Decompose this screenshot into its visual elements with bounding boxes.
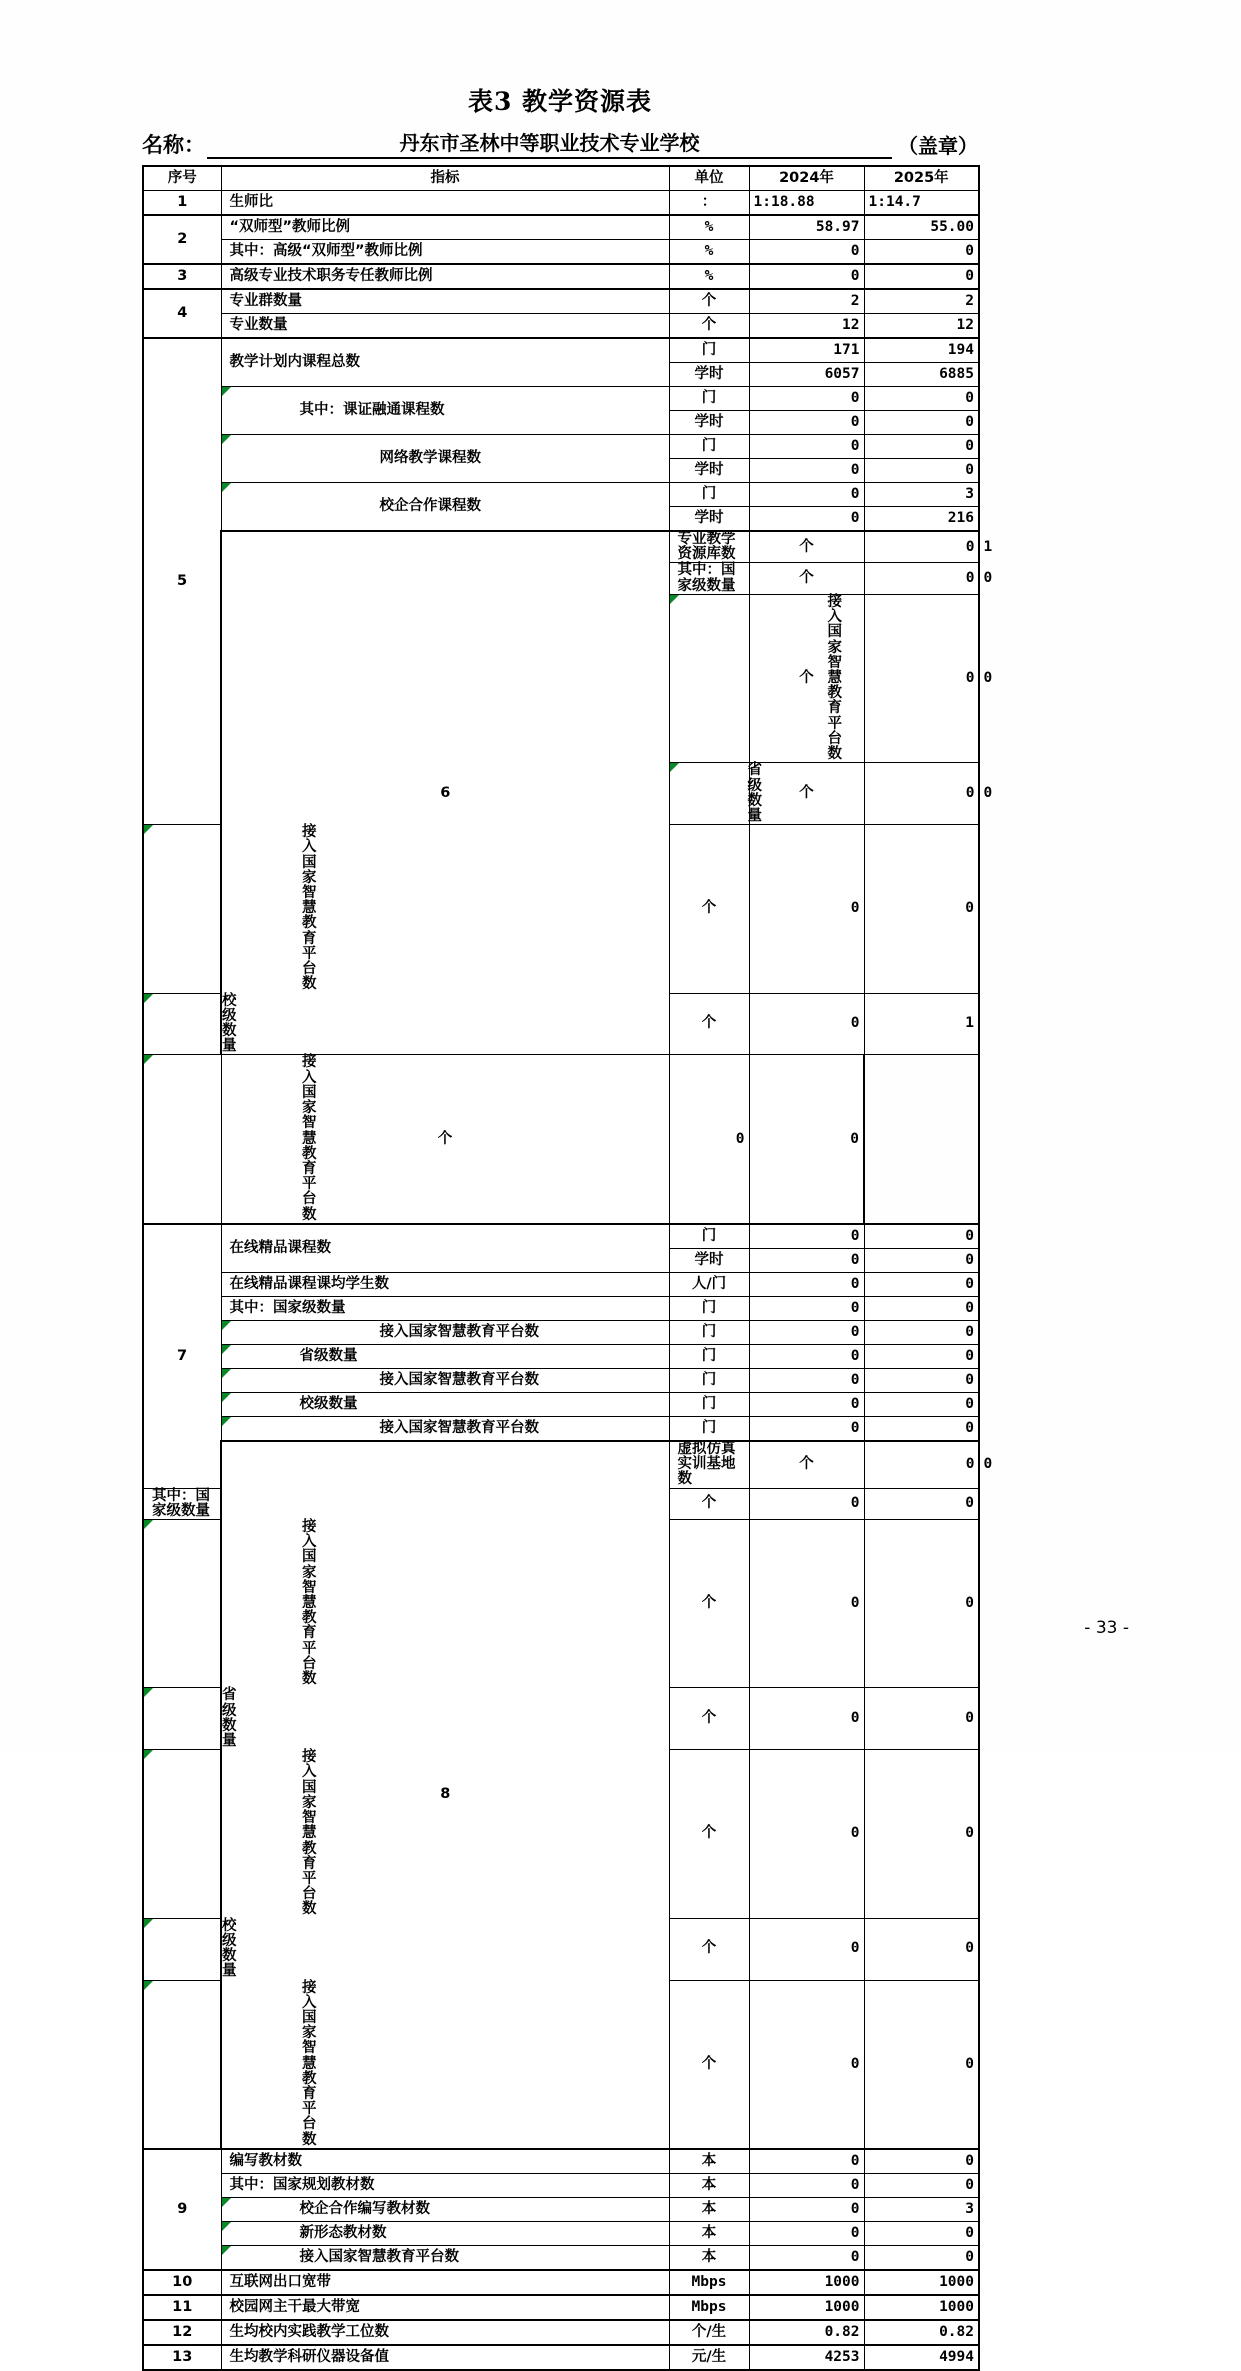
value-2024: 0 (749, 435, 864, 459)
unit-cell: 个 (669, 1918, 749, 1980)
value-2025: 194 (864, 338, 979, 363)
value-2025: 0 (864, 264, 979, 289)
value-2025: 0 (864, 1688, 979, 1750)
indicator-label: 其中：高级“双师型”教师比例 (221, 240, 669, 265)
value-2025: 0 (864, 1224, 979, 1249)
value-2024: 2 (749, 289, 864, 314)
value-2025: 3 (864, 483, 979, 507)
value-2024: 0 (749, 2173, 864, 2197)
value-2025: 0 (864, 1416, 979, 1441)
value-2024: 0 (749, 1296, 864, 1320)
value-2024: 0 (749, 993, 864, 1055)
unit-cell: 门 (669, 1344, 749, 1368)
indicator-label: 生均校内实践教学工位数 (221, 2320, 669, 2345)
value-2024: 0 (749, 1368, 864, 1392)
row-number: 5 (143, 338, 221, 825)
school-name-value: 丹东市圣林中等职业技术专业学校 (207, 127, 892, 159)
indicator-label: 其中：国家级数量 (669, 563, 749, 594)
table-row: 6 专业教学资源库数 个 0 1 (143, 531, 979, 563)
table-row (143, 1296, 979, 1320)
indicator-label: 省级数量 (221, 1344, 669, 1368)
value-2024: 0 (749, 1248, 864, 1272)
value-2025: 0 (864, 1248, 979, 1272)
indicator-label: 虚拟仿真实训基地数 (669, 1441, 749, 1488)
unit-cell: ： (669, 191, 749, 216)
value-2024: 0.82 (749, 2320, 864, 2345)
unit-cell: % (669, 240, 749, 265)
unit-cell: 个 (221, 1055, 669, 1224)
indicator-label: 生均教学科研仪器设备值 (221, 2345, 669, 2370)
indicator-label: 接入国家智慧教育平台数 (221, 1416, 669, 1441)
indicator-label: 新形态教材数 (221, 2221, 669, 2245)
value-2025: 0 (864, 435, 979, 459)
indicator-label: 接入国家智慧教育平台数 (669, 594, 749, 762)
value-2025: 0 (864, 459, 979, 483)
table-row (143, 2221, 979, 2245)
row-number: 13 (143, 2345, 221, 2370)
header-no: 序号 (143, 166, 221, 191)
unit-cell: 学时 (669, 507, 749, 532)
row-number: 7 (143, 1224, 221, 1488)
indicator-label: 其中：课证融通课程数 (221, 387, 669, 435)
value-2025: 0.82 (864, 2320, 979, 2345)
indicator-label: 生师比 (221, 191, 669, 216)
value-2025: 0 (864, 1392, 979, 1416)
row-number: 2 (143, 215, 221, 264)
row-number: 8 (221, 1441, 669, 2149)
indicator-label: 教学计划内课程总数 (221, 338, 669, 387)
value-2025: 0 (864, 1519, 979, 1687)
resource-table-document (142, 82, 993, 2371)
unit-cell: 门 (669, 1392, 749, 1416)
table-row (143, 338, 979, 363)
value-2024: 1000 (749, 2295, 864, 2320)
unit-cell: 学时 (669, 459, 749, 483)
value-2024: 1000 (749, 2270, 864, 2295)
value-2024: 0 (864, 1441, 979, 1488)
unit-cell: 个 (749, 594, 864, 762)
value-2025: 1 (864, 993, 979, 1055)
table-row (143, 2320, 979, 2345)
unit-cell: 门 (669, 338, 749, 363)
unit-cell: % (669, 215, 749, 240)
table-row (143, 1224, 979, 1249)
unit-cell: 个 (669, 314, 749, 339)
teaching-resources-table (142, 165, 993, 2371)
value-2024: 0 (749, 1750, 864, 1918)
table-row (143, 387, 979, 411)
unit-cell: 个 (669, 1688, 749, 1750)
unit-cell: 个 (669, 1980, 749, 2149)
unit-cell: 个 (669, 289, 749, 314)
table-row (143, 1055, 979, 1224)
table-row (143, 1416, 979, 1441)
value-2024: 6057 (749, 363, 864, 387)
value-2024: 0 (749, 1980, 864, 2149)
unit-cell: 个 (669, 825, 749, 993)
page-number: - 33 - (1084, 1618, 1129, 1638)
value-2024: 0 (749, 387, 864, 411)
value-2025: 0 (864, 411, 979, 435)
value-2025: 0 (864, 2245, 979, 2270)
value-2024: 0 (749, 1224, 864, 1249)
indicator-label: 接入国家智慧教育平台数 (221, 1320, 669, 1344)
table-row (143, 1320, 979, 1344)
indicator-label: 校级数量 (143, 1918, 221, 1980)
indicator-label: 专业群数量 (221, 289, 669, 314)
value-2024: 0 (749, 1918, 864, 1980)
value-2025: 0 (864, 1344, 979, 1368)
unit-cell: 学时 (669, 411, 749, 435)
table-row (143, 2270, 979, 2295)
value-2024: 0 (864, 563, 979, 594)
value-2024: 0 (749, 459, 864, 483)
table-row: 省级数量 个 0 0 (143, 763, 979, 825)
row-number: 6 (221, 531, 669, 1055)
value-2025: 0 (864, 2149, 979, 2174)
table-row: 接入国家智慧教育平台数 个 0 0 (143, 594, 979, 762)
table-row (143, 191, 979, 216)
value-2024: 0 (749, 264, 864, 289)
unit-cell: 个 (749, 531, 864, 563)
unit-cell: 学时 (669, 1248, 749, 1272)
value-2025: 3 (864, 2197, 979, 2221)
indicator-label: 校级数量 (221, 1392, 669, 1416)
indicator-label: 其中：国家规划教材数 (221, 2173, 669, 2197)
indicator-label: 接入国家智慧教育平台数 (143, 1750, 221, 1918)
unit-cell: 本 (669, 2197, 749, 2221)
row-number: 3 (143, 264, 221, 289)
table-row (143, 435, 979, 459)
header-indicator: 指标 (221, 166, 669, 191)
value-2024: 0 (749, 1392, 864, 1416)
value-2024: 0 (749, 2197, 864, 2221)
table-row (143, 289, 979, 314)
value-2025: 216 (864, 507, 979, 532)
value-2025: 0 (864, 1296, 979, 1320)
unit-cell: Mbps (669, 2270, 749, 2295)
value-2025: 55.00 (864, 215, 979, 240)
unit-cell: 人/门 (669, 1272, 749, 1296)
indicator-label: 接入国家智慧教育平台数 (221, 2245, 669, 2270)
unit-cell: 门 (669, 1416, 749, 1441)
table-row (143, 1272, 979, 1296)
value-2025: 0 (864, 1980, 979, 2149)
unit-cell: 本 (669, 2245, 749, 2270)
indicator-label: 编写教材数 (221, 2149, 669, 2174)
header-year-2025: 2025年 (864, 166, 979, 191)
value-2024: 0 (749, 240, 864, 265)
value-2025: 0 (864, 387, 979, 411)
row-number: 1 (143, 191, 221, 216)
value-2024: 0 (749, 507, 864, 532)
table-row (143, 215, 979, 240)
unit-cell: 门 (669, 483, 749, 507)
indicator-label: 接入国家智慧教育平台数 (143, 1980, 221, 2149)
value-2025: 0 (864, 1918, 979, 1980)
indicator-label: 网络教学课程数 (221, 435, 669, 483)
school-name-row (142, 127, 978, 159)
table-row: 8 虚拟仿真实训基地数 个 0 0 (143, 1441, 979, 1488)
value-2025: 0 (864, 1488, 979, 1519)
row-number: 12 (143, 2320, 221, 2345)
unit-cell: 门 (669, 435, 749, 459)
indicator-label: 互联网出口宽带 (221, 2270, 669, 2295)
unit-cell: 个 (669, 1750, 749, 1918)
value-2024: 0 (864, 763, 979, 825)
indicator-label: 校级数量 (143, 993, 221, 1055)
indicator-label: 校企合作课程数 (221, 483, 669, 532)
unit-cell: Mbps (669, 2295, 749, 2320)
value-2024: 0 (749, 1416, 864, 1441)
value-2024: 4253 (749, 2345, 864, 2370)
row-number: 9 (143, 2149, 221, 2270)
table-row (143, 2295, 979, 2320)
table-row (143, 1392, 979, 1416)
value-2024: 0 (749, 2221, 864, 2245)
indicator-label: 校园网主干最大带宽 (221, 2295, 669, 2320)
unit-cell: 门 (669, 1320, 749, 1344)
value-2024: 0 (749, 1688, 864, 1750)
value-2025: 0 (749, 1055, 864, 1224)
indicator-label: 省级数量 (669, 763, 749, 825)
unit-cell: 个 (749, 763, 864, 825)
unit-cell: 本 (669, 2221, 749, 2245)
indicator-label: 高级专业技术职务专任教师比例 (221, 264, 669, 289)
value-2024: 0 (749, 2149, 864, 2174)
unit-cell: 个 (669, 993, 749, 1055)
value-2024: 12 (749, 314, 864, 339)
unit-cell: 门 (669, 387, 749, 411)
indicator-label: 其中：国家级数量 (143, 1488, 221, 1519)
value-2024: 0 (864, 594, 979, 762)
value-2024: 0 (749, 483, 864, 507)
header-year-2024: 2024年 (749, 166, 864, 191)
indicator-label: 专业数量 (221, 314, 669, 339)
indicator-label: 接入国家智慧教育平台数 (143, 1519, 221, 1687)
table-header-row (143, 166, 979, 191)
value-2024: 0 (749, 1272, 864, 1296)
table-row (143, 1368, 979, 1392)
table-row (143, 2345, 979, 2370)
indicator-label: 其中：国家级数量 (221, 1296, 669, 1320)
table-row (143, 2173, 979, 2197)
name-label: 名称： (142, 132, 205, 157)
row-number: 4 (143, 289, 221, 338)
table-row (143, 2245, 979, 2270)
value-2024: 0 (749, 411, 864, 435)
value-2025: 12 (864, 314, 979, 339)
indicator-label: 接入国家智慧教育平台数 (221, 1368, 669, 1392)
table-row (143, 483, 979, 507)
indicator-label: “双师型”教师比例 (221, 215, 669, 240)
unit-cell: 门 (669, 1368, 749, 1392)
unit-cell: 本 (669, 2149, 749, 2174)
table-row (143, 240, 979, 265)
indicator-label: 专业教学资源库数 (669, 531, 749, 563)
value-2024: 0 (749, 1320, 864, 1344)
table-row: 其中：国家级数量 个 0 0 (143, 563, 979, 594)
value-2025: 6885 (864, 363, 979, 387)
table-row (143, 1344, 979, 1368)
value-2024: 0 (864, 531, 979, 563)
row-number: 10 (143, 2270, 221, 2295)
indicator-label: 在线精品课程课均学生数 (221, 1272, 669, 1296)
row-number: 11 (143, 2295, 221, 2320)
header-unit: 单位 (669, 166, 749, 191)
value-2025: 1:14.7 (864, 191, 979, 216)
value-2024: 58.97 (749, 215, 864, 240)
table-row (143, 2149, 979, 2174)
value-2025: 0 (864, 2221, 979, 2245)
value-2025: 0 (864, 825, 979, 993)
unit-cell: 个 (749, 1441, 864, 1488)
indicator-label: 校企合作编写教材数 (221, 2197, 669, 2221)
unit-cell: 门 (669, 1296, 749, 1320)
value-2025: 1000 (864, 2295, 979, 2320)
value-2024: 0 (749, 1344, 864, 1368)
unit-cell: 个 (669, 1488, 749, 1519)
value-2025: 0 (864, 1750, 979, 1918)
seal-note: （盖章） (898, 134, 978, 158)
value-2025: 0 (864, 1272, 979, 1296)
value-2024: 0 (749, 1519, 864, 1687)
unit-cell: 学时 (669, 363, 749, 387)
indicator-label: 省级数量 (143, 1688, 221, 1750)
page-title: 表3 教学资源表 (467, 87, 653, 116)
unit-cell: 个/生 (669, 2320, 749, 2345)
unit-cell: % (669, 264, 749, 289)
value-2025: 4994 (864, 2345, 979, 2370)
table-row (143, 264, 979, 289)
unit-cell: 元/生 (669, 2345, 749, 2370)
unit-cell: 个 (669, 1519, 749, 1687)
table-row (143, 314, 979, 339)
value-2024: 0 (749, 1488, 864, 1519)
value-2024: 0 (749, 2245, 864, 2270)
indicator-label: 接入国家智慧教育平台数 (143, 1055, 221, 1224)
table-row (143, 2197, 979, 2221)
value-2024: 1:18.88 (749, 191, 864, 216)
value-2025: 0 (864, 2173, 979, 2197)
unit-cell: 个 (749, 563, 864, 594)
indicator-label: 在线精品课程数 (221, 1224, 669, 1273)
indicator-label: 接入国家智慧教育平台数 (143, 825, 221, 993)
value-2024: 171 (749, 338, 864, 363)
value-2024: 0 (749, 825, 864, 993)
value-2025: 0 (864, 1320, 979, 1344)
unit-cell: 门 (669, 1224, 749, 1249)
value-2024: 0 (669, 1055, 749, 1224)
value-2025: 1000 (864, 2270, 979, 2295)
value-2025: 2 (864, 289, 979, 314)
value-2025: 0 (864, 1368, 979, 1392)
unit-cell: 本 (669, 2173, 749, 2197)
table-body (143, 191, 993, 2370)
value-2025: 0 (864, 240, 979, 265)
